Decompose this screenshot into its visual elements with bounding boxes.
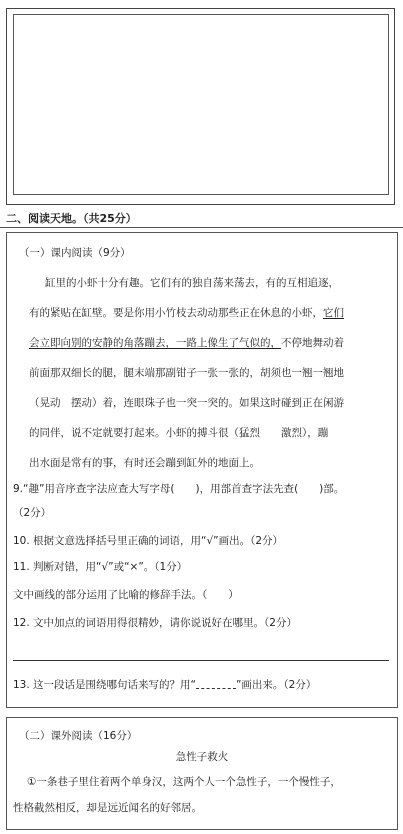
part2-title: （二）课外阅读（16分）	[19, 730, 138, 742]
passage-line-1: 缸里的小虾十分有趣。它们有的独自荡来荡去，有的互相追逐，	[45, 277, 339, 289]
story-title: 急性子救火	[175, 751, 229, 763]
part1-title: （一）课内阅读（9分）	[19, 247, 131, 259]
question-12: 12. 文中加点的词语用得很精妙，请你说说好在哪里。（2分）	[13, 617, 297, 629]
question-11-statement: 文中画线的部分运用了比喻的修辞手法。（ ）	[13, 589, 239, 601]
question-13-text: 13. 这一段话是围绕哪句话来写的？用“	[13, 679, 196, 691]
question-9: 9.“趣”用音序查字法应查大写字母( )，用部首查字法先查( )部。	[13, 483, 345, 495]
question-9-points: （2分）	[13, 507, 52, 519]
passage-line-5: （晃动 摆动）着，连眼珠子也一突一突的。如果这时碰到正在闲游	[29, 397, 344, 409]
question-10: 10. 根据文意选择括号里正确的词语，用“√”画出。（2分）	[13, 535, 284, 547]
question-11: 11. 判断对错，用“√”或“×”。（1分）	[13, 561, 188, 573]
passage-line-2a: 有的紧贴在缸壁。要是你用小竹枝去动动那些正在休息的小虾，	[29, 307, 323, 319]
reading-part-1	[6, 232, 398, 708]
story-line-1: ①一条巷子里住着两个单身汉，这两个人一个急性子，一个慢性子，	[27, 776, 341, 788]
writing-box-inner	[13, 14, 389, 195]
reading-part-2	[6, 717, 398, 830]
wavy-line-symbol	[196, 682, 236, 689]
section-divider	[0, 227, 403, 228]
question-13	[13, 677, 316, 693]
underlined-text-1: 它们	[323, 307, 344, 319]
passage-line-4: 前面那双细长的腿，腿末端那副钳子一张一张的，胡须也一翘一翘地	[29, 367, 344, 379]
underlined-text-2: 会立即向别的安静的角落蹦去，一路上像生了气似的，	[29, 337, 281, 349]
passage-line-2	[29, 305, 344, 321]
passage-line-7: 出水面是常有的事，有时还会蹦到缸外的地面上。	[29, 457, 260, 469]
question-13-text-end: ”画出来。（2分）	[235, 679, 317, 691]
passage-line-3	[29, 335, 344, 351]
passage-line-3b: 不停地舞动着	[281, 337, 344, 349]
passage-line-6: 的同伴，说不定就要打起来。小虾的搏斗很（猛烈 激烈），蹦	[29, 427, 329, 439]
answer-line	[13, 660, 389, 661]
story-line-2: 性格截然相反，却是远近闻名的好邻居。	[13, 802, 202, 814]
section-title: 二、阅读天地。（共25分）	[6, 212, 137, 225]
